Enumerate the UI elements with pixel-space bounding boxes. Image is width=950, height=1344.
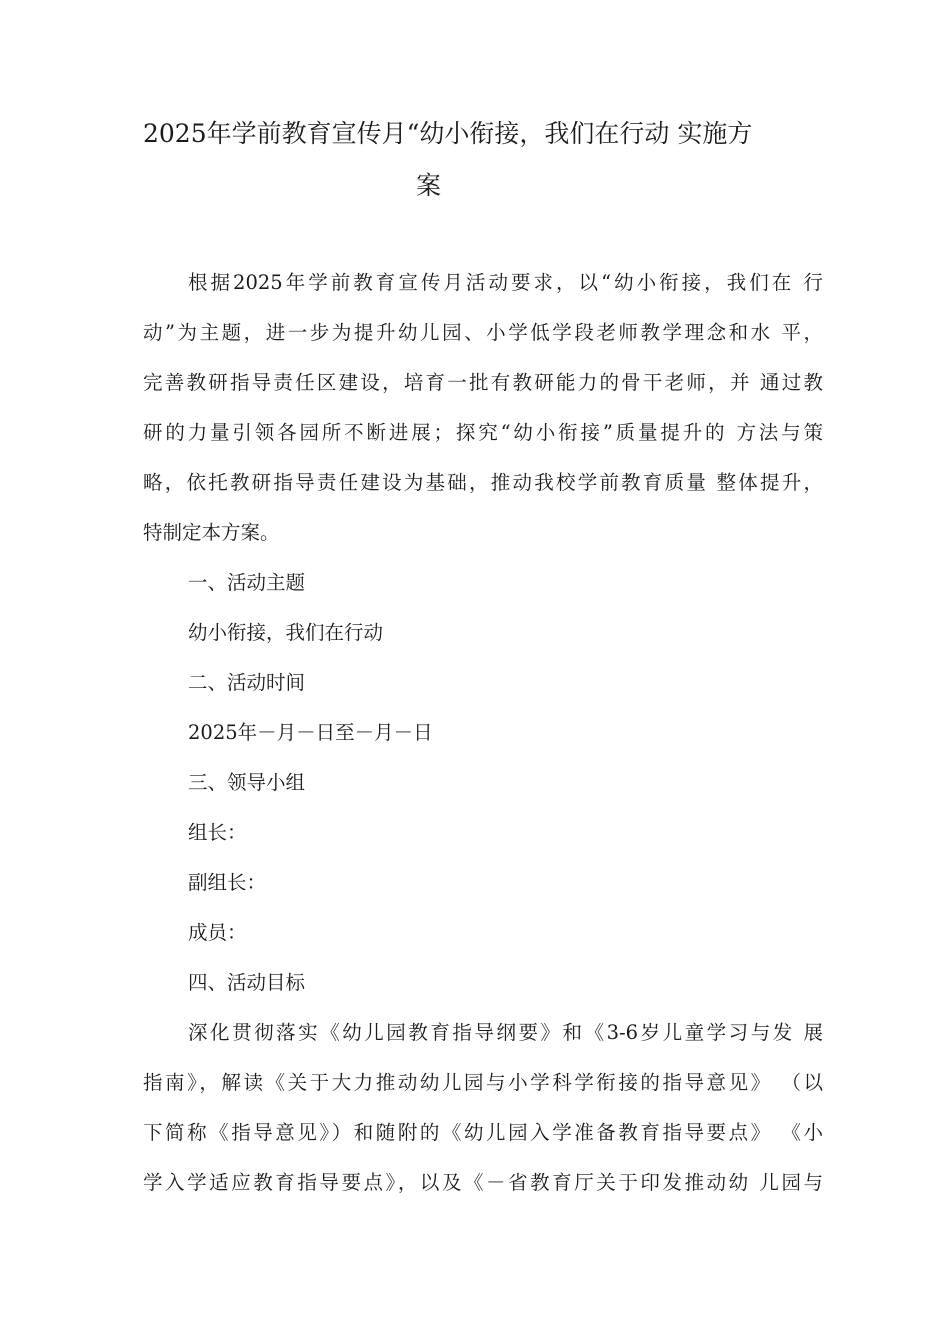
section-heading-leadership: 三、领导小组 bbox=[188, 771, 306, 794]
members-label: 成员： bbox=[188, 921, 247, 944]
section-heading-goals: 四、活动目标 bbox=[188, 971, 306, 994]
intro-paragraph-line: 略，依托教研指导责任建设为基础，推动我校学前教育质量 整体提升， bbox=[143, 471, 823, 494]
intro-paragraph-line: 动”为主题，进一步为提升幼儿园、小学低学段老师教学理念和水 平， bbox=[143, 321, 823, 344]
intro-paragraph-line: 研的力量引领各园所不断进展；探究“幼小衔接”质量提升的 方法与策 bbox=[143, 421, 823, 444]
intro-paragraph-line: 特制定本方案。 bbox=[143, 521, 280, 544]
document-title-line-2: 案 bbox=[416, 171, 442, 200]
section-body-time: 2025年－月－日至－月－日 bbox=[188, 721, 433, 744]
goals-paragraph-line: 深化贯彻落实《幼儿园教育指导纲要》和《3-6岁儿童学习与发 展 bbox=[188, 1021, 823, 1044]
section-heading-theme: 一、活动主题 bbox=[188, 571, 306, 594]
intro-paragraph-line: 根据2025年学前教育宣传月活动要求，以“幼小衔接，我们在 行 bbox=[188, 271, 823, 294]
goals-paragraph-line: 指南》，解读《关于大力推动幼儿园与小学科学衔接的指导意见》 （以 bbox=[143, 1071, 823, 1094]
leader-label: 组长： bbox=[188, 821, 247, 844]
section-body-theme: 幼小衔接，我们在行动 bbox=[188, 621, 384, 644]
goals-paragraph-line: 学入学适应教育指导要点》，以及《－省教育厅关于印发推动幼 儿园与 bbox=[143, 1171, 823, 1194]
intro-paragraph-line: 完善教研指导责任区建设，培育一批有教研能力的骨干老师，并 通过教 bbox=[143, 371, 823, 394]
section-heading-time: 二、活动时间 bbox=[188, 671, 306, 694]
document-title-line-1: 2025年学前教育宣传月“幼小衔接，我们在行动 实施方 bbox=[143, 119, 753, 148]
vice-leader-label: 副组长： bbox=[188, 871, 267, 894]
goals-paragraph-line: 下简称《指导意见》）和随附的《幼儿园入学准备教育指导要点》 《小 bbox=[143, 1121, 823, 1144]
